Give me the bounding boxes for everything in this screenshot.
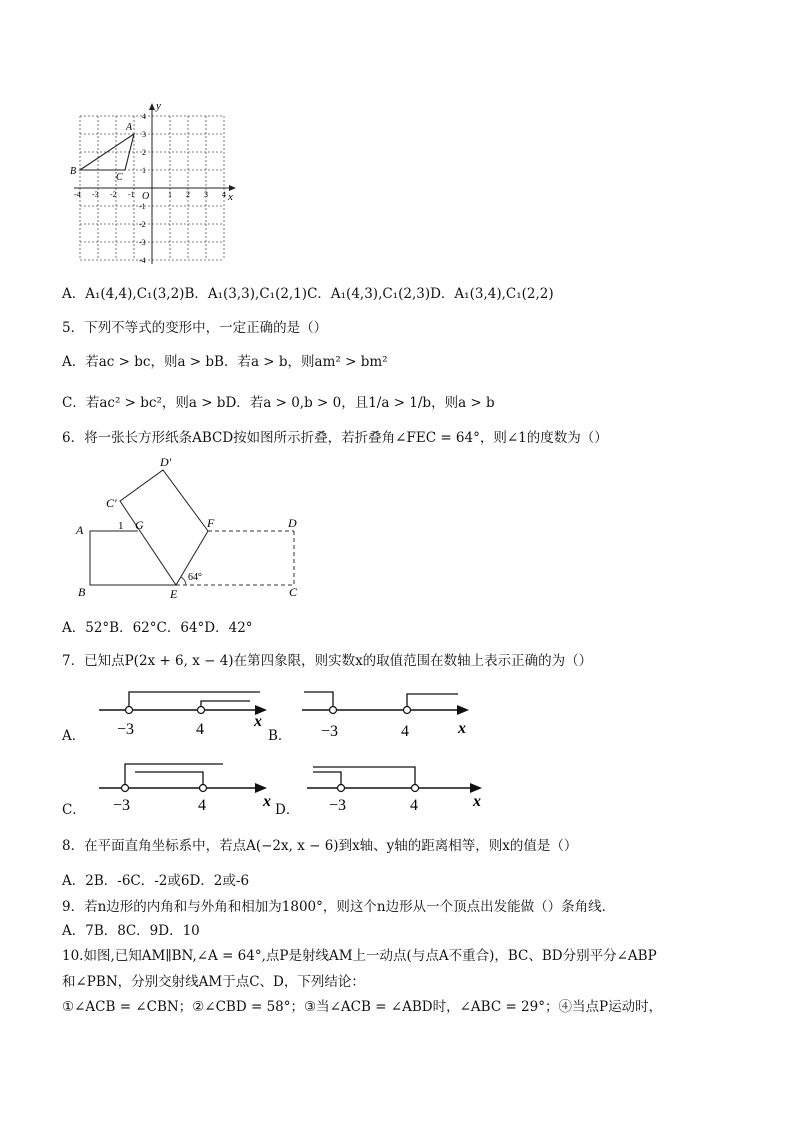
tick-4: 4	[410, 797, 418, 814]
ray-right-of-4	[201, 701, 250, 708]
q10-line2: 和∠PBN，分别交射线AM于点C、D，下列结论：	[62, 974, 365, 990]
y-axis-arrow	[149, 103, 155, 110]
open-dot-minus3	[126, 707, 133, 714]
x-tick: 1	[168, 190, 172, 199]
q10-line3: ①∠ACB = ∠CBN；②∠CBD = 58°；③当∠ACB = ∠ABD时，∠ABC = 29°；④当点P运动时，	[62, 999, 663, 1015]
label-a: A	[76, 523, 84, 537]
tick-4: 4	[196, 721, 204, 738]
tick-4: 4	[401, 723, 409, 740]
tick-minus3: −3	[321, 723, 339, 740]
axis-label-x: x	[473, 793, 481, 810]
axis-label-x: x	[254, 713, 262, 730]
q6-stem: 6．将一张长方形纸条ABCD按如图所示折叠，若折叠角∠FEC = 64°，则∠1的度数为（）	[62, 430, 608, 446]
label-d: D	[288, 516, 297, 530]
q9-options: A．7B．8C．9D．10	[62, 923, 200, 939]
label-d1: D′	[160, 455, 172, 469]
axis-arrow	[470, 783, 482, 793]
q8-options: A．2B．-6C．-2或6D．2或-6	[62, 873, 250, 889]
y-tick: 3	[142, 130, 146, 139]
y-tick: -4	[139, 256, 146, 265]
label-b: B	[78, 585, 86, 599]
open-dot-minus3	[122, 785, 129, 792]
open-dot-minus3	[330, 707, 337, 714]
y-tick: -2	[139, 220, 146, 229]
x-tick: -4	[74, 190, 81, 199]
label-angle1: 1	[118, 520, 124, 532]
folded-part	[120, 470, 208, 585]
axis-label-x: x	[458, 720, 466, 737]
label-g: G	[135, 518, 144, 532]
x-tick: 2	[186, 190, 190, 199]
label-c1: C′	[106, 496, 117, 510]
x-tick: -2	[110, 190, 117, 199]
label-angle64: 64°	[188, 572, 202, 583]
q5-stem: 5．下列不等式的变形中，一定正确的是（）	[62, 320, 328, 336]
open-dot-minus3	[338, 785, 345, 792]
y-tick: -1	[139, 202, 146, 211]
q7-number-line-b	[300, 688, 480, 743]
rectangle-solid-edges	[90, 531, 176, 585]
axis-arrow	[457, 705, 469, 715]
q7-option-b-label: B．	[268, 728, 292, 744]
ray-left-of-minus3	[313, 772, 341, 786]
q6-options: A．52°B．62°C．64°D．42°	[62, 620, 253, 636]
ray-right-of-minus3	[125, 764, 223, 786]
q7-option-c-label: C．	[62, 802, 86, 818]
ray-right-of-4	[407, 694, 458, 708]
q7-number-line-a	[95, 688, 275, 743]
q7-number-line-c	[95, 760, 285, 815]
q7-stem: 7．已知点P(2x + 6, x − 4)在第四象限，则实数x的取值范围在数轴上表示正确的为（）	[62, 653, 593, 669]
x-tick: 3	[204, 190, 208, 199]
y-tick: -3	[139, 238, 146, 247]
ray-right-of-minus3	[129, 692, 260, 708]
x-tick-labels	[74, 190, 226, 199]
axis-arrow	[255, 783, 267, 793]
point-c-label: C	[116, 172, 123, 183]
angle-64-arc	[181, 577, 186, 585]
q7-option-a-label: A．	[62, 728, 86, 744]
tick-4: 4	[198, 797, 206, 814]
open-dot-4	[198, 707, 205, 714]
tick-minus3: −3	[117, 721, 135, 738]
q8-stem: 8．在平面直角坐标系中，若点A(−2x, x − 6)到x轴、y轴的距离相等，则x的值是（）	[62, 838, 578, 854]
x-tick: 4	[222, 190, 226, 199]
axis-label-x: x	[263, 793, 271, 810]
q4-options: A．A₁(4,4),C₁(3,2)B．A₁(3,3),C₁(2,1)C．A₁(4,3),C₁(2,3)D．A₁(3,4),C₁(2,2)	[62, 286, 554, 302]
open-dot-4	[404, 707, 411, 714]
q9-stem: 9．若n边形的内角和与外角和相加为1800°，则这个n边形从一个顶点出发能做（）条角线．	[62, 899, 616, 915]
y-tick: 1	[142, 166, 146, 175]
tick-minus3: −3	[329, 797, 347, 814]
point-b-label: B	[70, 166, 77, 177]
q10-line1: 10.如图,已知AM∥BN,∠A = 64°,点P是射线AM上一动点(与点A不重合)，BC、BD分别平分∠ABP	[62, 948, 657, 964]
q7-number-line-d	[305, 760, 490, 815]
tick-minus3: −3	[113, 797, 131, 814]
y-axis-label: y	[156, 100, 161, 112]
label-c: C	[289, 585, 298, 599]
y-tick: 2	[142, 148, 146, 157]
q5-options-ab: A．若ac > bc，则a > bB．若a > b，则am² > bm²	[62, 354, 388, 370]
origin-label: O	[142, 191, 150, 202]
q6-folded-strip-figure	[70, 452, 310, 602]
x-tick: -3	[92, 190, 99, 199]
ray-left-of-4	[135, 772, 203, 786]
ray-left-of-4	[313, 767, 415, 786]
q7-option-d-label: D．	[275, 802, 300, 818]
point-a-label: A	[126, 122, 133, 133]
label-f: F	[207, 516, 215, 530]
q4-coordinate-figure	[70, 100, 240, 268]
y-tick: 4	[142, 112, 146, 121]
q5-options-cd: C．若ac² > bc²，则a > bD．若a > 0,b > 0，且1/a > 1/b，则a > b	[62, 395, 495, 411]
open-dot-4	[412, 785, 419, 792]
x-axis-label: x	[228, 191, 233, 203]
x-tick: -1	[128, 190, 135, 199]
open-dot-4	[200, 785, 207, 792]
ray-left-of-minus3	[304, 692, 333, 708]
label-e: E	[170, 587, 178, 601]
